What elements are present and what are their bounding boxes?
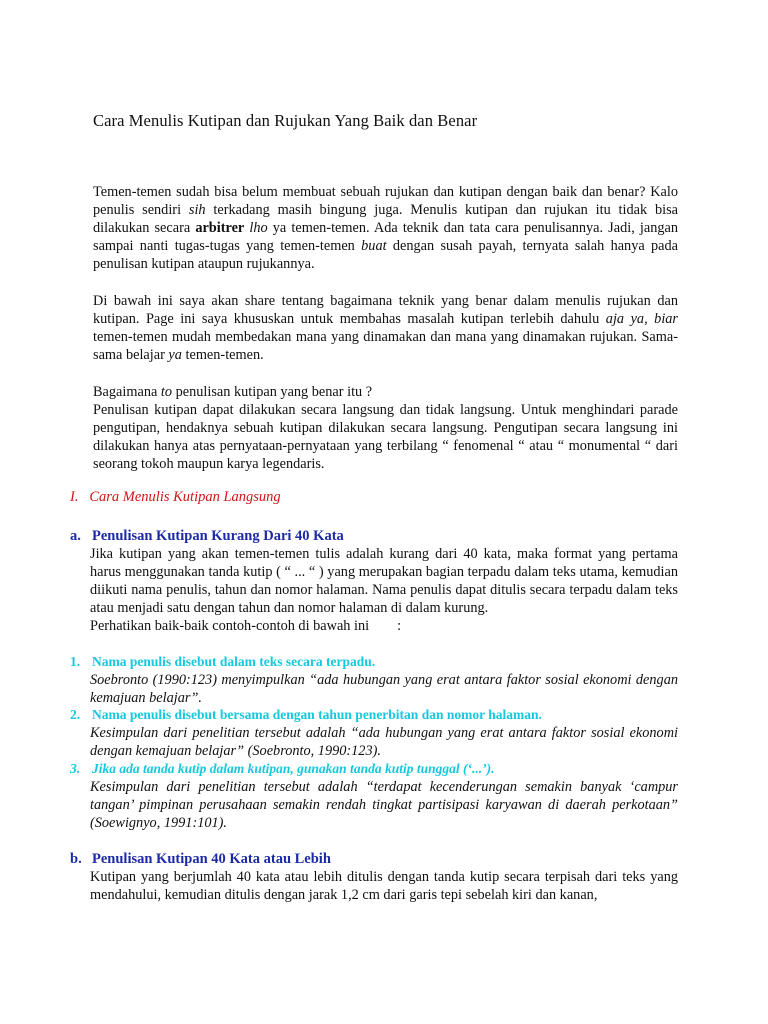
section-label: Cara Menulis Kutipan Langsung <box>89 489 281 505</box>
note-text: Perhatikan baik-baik contoh-contoh di bawah ini <box>90 618 370 634</box>
subheading-label: Penulisan Kutipan Kurang Dari 40 Kata <box>92 528 344 544</box>
text-run-italic: lho <box>249 220 268 236</box>
under-40-text: Jika kutipan yang akan temen-temen tulis adalah kurang dari 40 kata, maka format yang pertama harus menggunakan tanda kutip ( “ ... “ ) yang merupakan bagian terpadu dalam teks utama, kemudian diikuti nama penulis, tahun dan nomor halaman. Nama penulis dapat ditulis secara terpadu dalam teks atau menjadi satu dengan tahun dan nomor halaman di dalam kurung. <box>90 546 678 616</box>
list-item-example-1: Soebronto (1990:123) menyimpulkan “ada hubungan yang erat antara faktor sosial ekonomi dengan kemajuan belajar”. <box>90 672 678 706</box>
text-run: dengan susah payah, ternyata salah hanya pada penulisan kutipan ataupun rujukannya. <box>93 238 678 272</box>
subheading-marker: a. <box>70 528 81 544</box>
list-item-heading-3 <box>70 760 494 778</box>
list-label: Nama penulis disebut dalam teks secara terpadu. <box>92 654 376 669</box>
intro-paragraph-3 <box>93 383 678 473</box>
list-label: Nama penulis disebut bersama dengan tahun penerbitan dan nomor halaman. <box>92 707 542 722</box>
text-run: ya temen-temen. Ada teknik dan tata cara penulisannya. Jadi, jangan sampai nanti tugas-tugas yang temen-temen <box>93 220 678 254</box>
intro-paragraph-2 <box>93 292 678 364</box>
list-item-heading-2 <box>70 706 542 724</box>
intro-paragraph-4: Penulisan kutipan dapat dilakukan secara langsung dan tidak langsung. Untuk menghindari parade pengutipan, hendaknya sebuah kutipan dilakukan secara langsung. Pengutipan secara langsung ini dilakukan hanya atas pernyataan-pernyataan yang terbilang “ fenomenal “ atau “ monumental “ dari seorang tokoh maupun karya legendaris. <box>93 402 678 472</box>
list-marker: 3. <box>70 761 81 776</box>
text-run-italic: to <box>160 384 173 400</box>
under-40-note <box>90 617 678 635</box>
text-run: Di bawah ini saya akan share tentang bagaimana teknik yang benar dalam menulis rujukan dan kutipan. Page ini saya khususkan untuk membahas masalah kutipan terlebih dahulu <box>93 293 678 327</box>
text-run-italic: buat <box>361 238 387 254</box>
text-run-italic: sih <box>188 202 206 218</box>
under-40-body <box>90 545 678 635</box>
text-run: Bagaimana <box>93 384 161 400</box>
note-colon: : <box>397 618 402 634</box>
list-item-example-3: Kesimpulan dari penelitian tersebut adalah “terdapat kecenderungan semakin banyak ‘campur tangan’ pimpinan perusahaan semakin rendah tingkat partisipasi karyawan di daerah perkotaan” (Soewignyo, 1991:101). <box>90 779 678 831</box>
subheading-under-40 <box>70 527 344 545</box>
intro-paragraph-1 <box>93 183 678 273</box>
text-run: terkadang masih bingung juga. Menulis kutipan dan rujukan itu tidak bisa dilakukan secara <box>93 202 679 236</box>
40-or-more-body: Kutipan yang berjumlah 40 kata atau lebih ditulis dengan tanda kutip secara terpisah dari teks yang mendahului, kemudian ditulis dengan jarak 1,2 cm dari garis tepi sebelah kiri dan kanan, <box>90 869 678 903</box>
list-item-example-2: Kesimpulan dari penelitian tersebut adalah “ada hubungan yang erat antara faktor sosial ekonomi dengan kemajuan belajar” (Soebronto, 1990:123). <box>90 725 678 759</box>
subheading-label: Penulisan Kutipan 40 Kata atau Lebih <box>92 851 331 867</box>
text-run-italic: aja ya, biar <box>605 311 678 327</box>
section-marker: I. <box>70 489 79 505</box>
text-run: temen-temen mudah membedakan mana yang dinamakan dan mana yang dinamakan rujukan. Sama-sama belajar <box>93 329 678 363</box>
text-run-bold: arbitrer <box>195 220 245 236</box>
text-run: Temen-temen sudah bisa belum membuat sebuah rujukan dan kutipan dengan baik dan benar? Kalo penulis sendiri <box>93 184 678 218</box>
text-run: penulisan kutipan yang benar itu ? <box>172 384 373 400</box>
section-heading-direct-quote <box>70 488 281 506</box>
subheading-40-or-more <box>70 850 331 868</box>
text-run-italic: ya <box>168 347 182 363</box>
subheading-marker: b. <box>70 851 82 867</box>
text-run: temen-temen. <box>181 347 264 363</box>
list-label: Jika ada tanda kutip dalam kutipan, gunakan tanda kutip tunggal (‘...’). <box>92 761 495 776</box>
list-item-heading-1 <box>70 653 375 671</box>
list-marker: 1. <box>70 654 81 669</box>
list-marker: 2. <box>70 707 81 722</box>
document-title: Cara Menulis Kutipan dan Rujukan Yang Baik dan Benar <box>93 111 478 130</box>
